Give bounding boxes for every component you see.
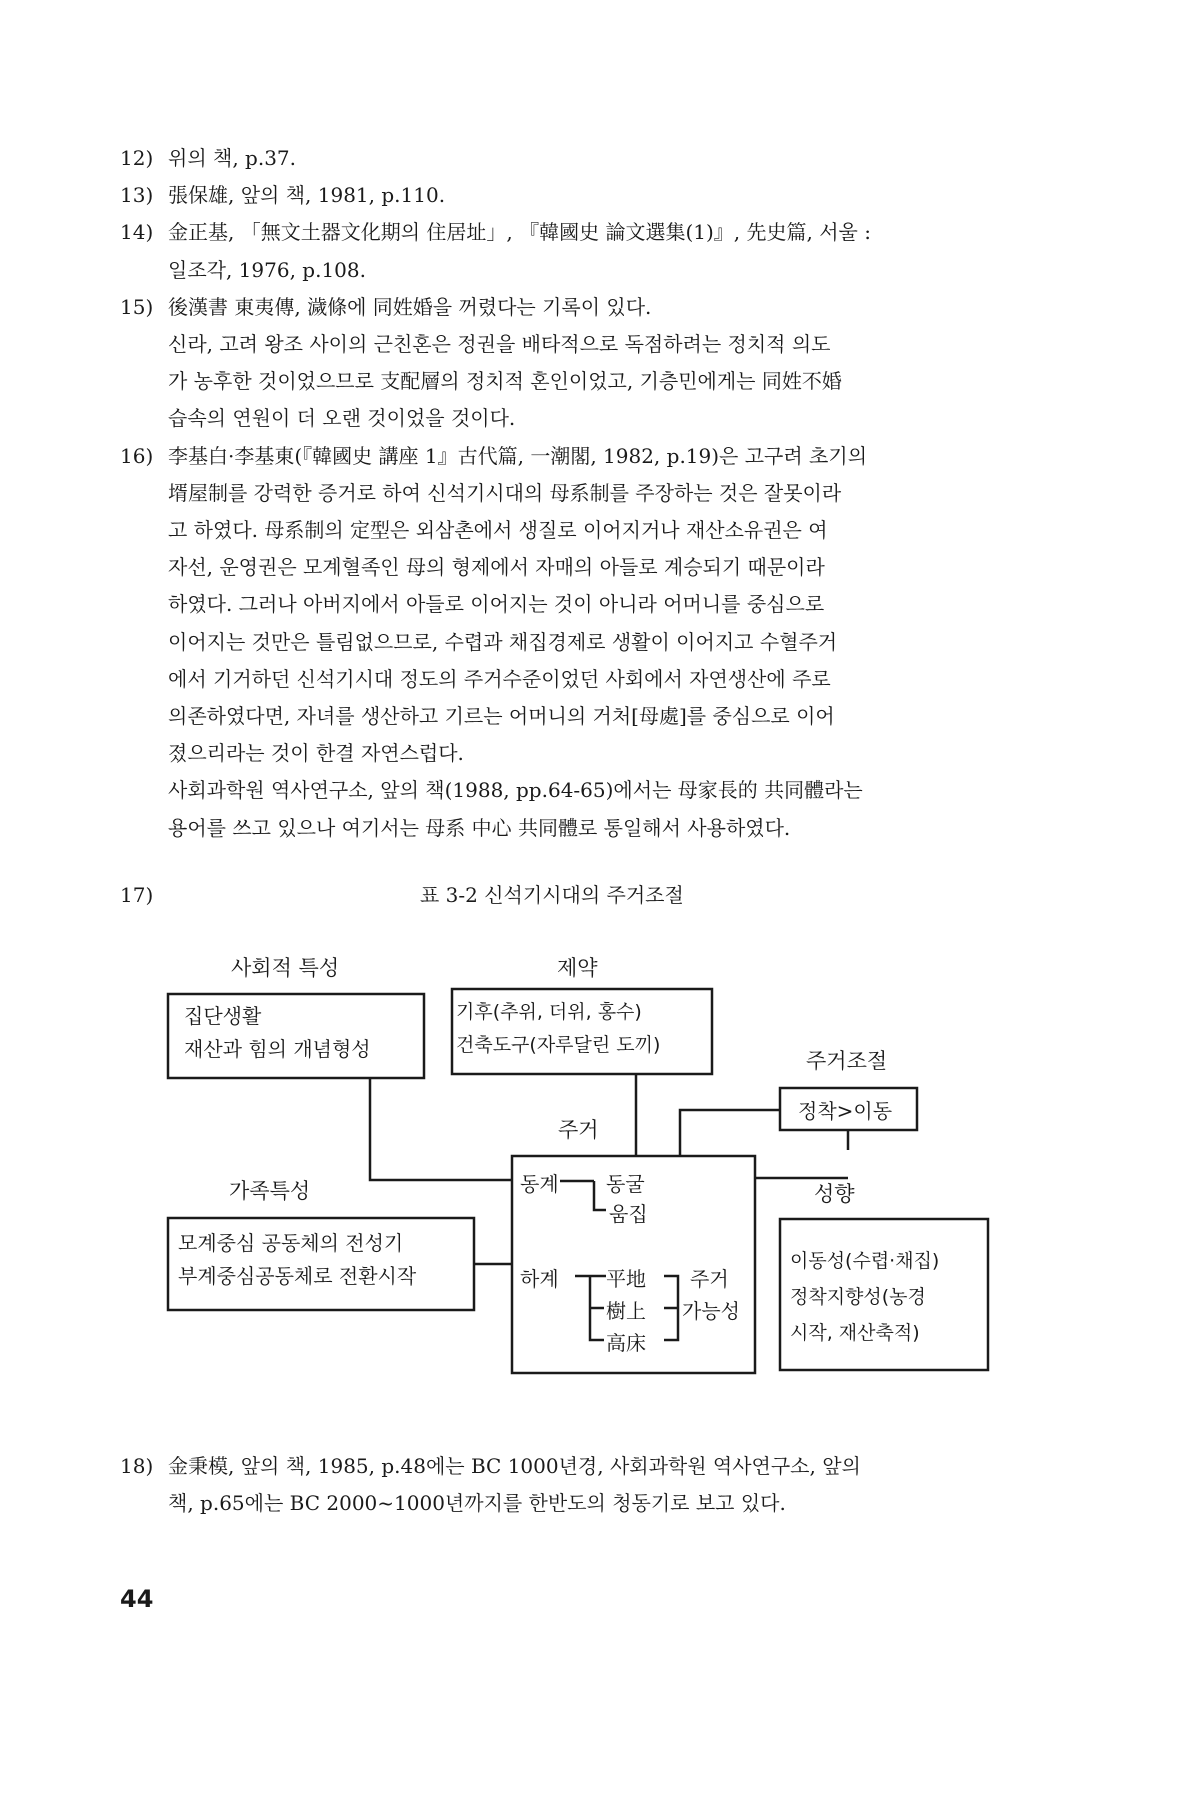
tendency-label: 성향: [814, 1182, 855, 1206]
footnote-line: 습속의 연원이 더 오랜 것이었을 것이다.: [168, 406, 516, 431]
footnote-number: 16): [120, 443, 154, 468]
constraint-label: 제약: [557, 956, 598, 980]
control-box: [780, 1088, 917, 1130]
footnote-line: 사회과학원 역사연구소, 앞의 책(1988, pp.64-65)에서는 母家長的 共同體라는: [168, 778, 863, 803]
summer-bracket: [590, 1276, 604, 1340]
social-line-1: 집단생활: [184, 1004, 262, 1028]
footnote-line: 졌으리라는 것이 한결 자연스럽다.: [168, 741, 464, 766]
winter-bracket: [594, 1181, 606, 1210]
summer-item-stilt: 高床: [606, 1331, 646, 1355]
footnote-line: 고 하였다. 母系制의 定型은 외삼촌에서 생질로 이어지거나 재산소유권은 여: [168, 518, 828, 543]
possibility-line-1: 주거: [690, 1267, 729, 1291]
footnote-line: 에서 기거하던 신석기시대 정도의 주거수준이었던 사회에서 자연생산에 주로: [168, 666, 831, 691]
social-line-2: 재산과 힘의 개념형성: [184, 1037, 371, 1061]
footnote-line: 壻屋制를 강력한 증거로 하여 신석기시대의 母系制를 주장하는 것은 잘못이라: [168, 480, 842, 505]
tendency-line-1: 이동성(수렵·채집): [790, 1250, 940, 1272]
control-connector: [680, 1110, 780, 1156]
footnote-line: 자선, 운영권은 모계혈족인 母의 형제에서 자매의 아들로 계승되기 때문이라: [168, 555, 825, 580]
footnote-body: [168, 1448, 1020, 1522]
winter-item-cave: 동굴: [606, 1172, 645, 1196]
footnote-body: [168, 177, 1020, 214]
winter-item-pit-house: 움집: [609, 1202, 648, 1226]
footnote: [120, 177, 1020, 214]
table-title: 표 3-2 신석기시대의 주거조절: [420, 883, 684, 907]
footnote: [120, 214, 1020, 288]
footnotes-list: [120, 140, 1020, 847]
housing-label: 주거: [558, 1118, 599, 1142]
winter-label: 동계: [520, 1172, 559, 1196]
possibility-line-2: 가능성: [682, 1299, 740, 1323]
tendency-line-3: 시작, 재산축적): [790, 1322, 920, 1344]
control-value: 정착>이동: [798, 1099, 893, 1123]
constraint-box: [452, 989, 712, 1074]
control-label: 주거조절: [806, 1049, 888, 1073]
social-box: [168, 994, 424, 1078]
footnote-line: 이어지는 것만은 틀림없으므로, 수렵과 채집경제로 생활이 이어지고 수혈주거: [168, 629, 838, 654]
footnote-line: 金秉模, 앞의 책, 1985, p.48에는 BC 1000년경, 사회과학원 역사연구소, 앞의: [168, 1454, 861, 1478]
footnote-body: [168, 214, 1020, 288]
social-label: 사회적 특성: [231, 956, 340, 980]
footnote: [120, 289, 1020, 438]
footnote-line: 가 농후한 것이었으므로 支配層의 정치적 혼인이었고, 기층민에게는 同姓不婚: [168, 369, 842, 394]
footnote: [120, 438, 1020, 847]
family-line-2: 부계중심공동체로 전환시작: [178, 1264, 417, 1288]
housing-box: [512, 1156, 755, 1373]
footnote-line: 後漢書 東夷傳, 濊條에 同姓婚을 꺼렸다는 기록이 있다.: [168, 294, 652, 319]
tendency-text: [790, 1243, 939, 1351]
possibility-bracket: [664, 1276, 678, 1340]
constraint-line-2: 건축도구(자루달린 도끼): [456, 1034, 661, 1056]
footnote-line: 일조각, 1976, p.108.: [168, 257, 366, 282]
footnote: [120, 1448, 1020, 1522]
summer-item-ground: 平地: [606, 1267, 646, 1291]
footnote-number: 12): [120, 146, 154, 170]
footnote-number: 13): [120, 183, 154, 208]
family-box: [168, 1218, 474, 1310]
footnote-line: 책, p.65에는 BC 2000~1000년까지를 한반도의 청동기로 보고 있다.: [168, 1491, 786, 1516]
footnote-line: 신라, 고려 왕조 사이의 근친혼은 정권을 배타적으로 독점하려는 정치적 의도: [168, 332, 831, 357]
constraint-text: [456, 996, 660, 1062]
tendency-box: [780, 1219, 988, 1370]
footnote-body: [168, 140, 1020, 177]
summer-label: 하계: [520, 1267, 559, 1291]
summer-item-tree: 樹上: [606, 1299, 646, 1323]
footnote-number: 18): [120, 1454, 154, 1478]
family-text: [178, 1227, 416, 1293]
footnote: [120, 140, 1020, 177]
footnote-number: 17): [120, 883, 154, 907]
footnote-line: 李基白·李基東(『韓國史 講座 1』古代篇, 一潮閣, 1982, p.19)은 고구려 초기의: [168, 443, 868, 468]
social-connector: [370, 1078, 512, 1180]
footnote-number: 15): [120, 294, 154, 319]
constraint-line-1: 기후(추위, 더위, 홍수): [456, 1001, 642, 1023]
social-text: [184, 1000, 371, 1066]
footnote-line: 위의 책, p.37.: [168, 146, 296, 170]
footnote-18: [120, 1448, 1020, 1522]
footnote-line: 용어를 쓰고 있으나 여기서는 母系 中心 共同體로 통일해서 사용하였다.: [168, 815, 791, 840]
footnote-line: 하였다. 그러나 아버지에서 아들로 이어지는 것이 아니라 어머니를 중심으로: [168, 592, 825, 617]
family-line-1: 모계중심 공동체의 전성기: [178, 1231, 404, 1255]
footnote-body: [168, 438, 1020, 847]
family-label: 가족특성: [229, 1179, 311, 1203]
footnote-body: [168, 289, 1020, 438]
footnote-line: 張保雄, 앞의 책, 1981, p.110.: [168, 183, 446, 208]
footnote-number: 14): [120, 220, 154, 245]
footnote-line: 金正基, 「無文土器文化期의 住居址」, 『韓國史 論文選集(1)』, 先史篇, 서울 :: [168, 220, 871, 245]
footnote-line: 의존하였다면, 자녀를 생산하고 기르는 어머니의 거처[母處]를 중심으로 이어: [168, 704, 835, 729]
tendency-line-2: 정착지향성(농경: [790, 1286, 926, 1308]
page-number: 44: [120, 1585, 154, 1613]
